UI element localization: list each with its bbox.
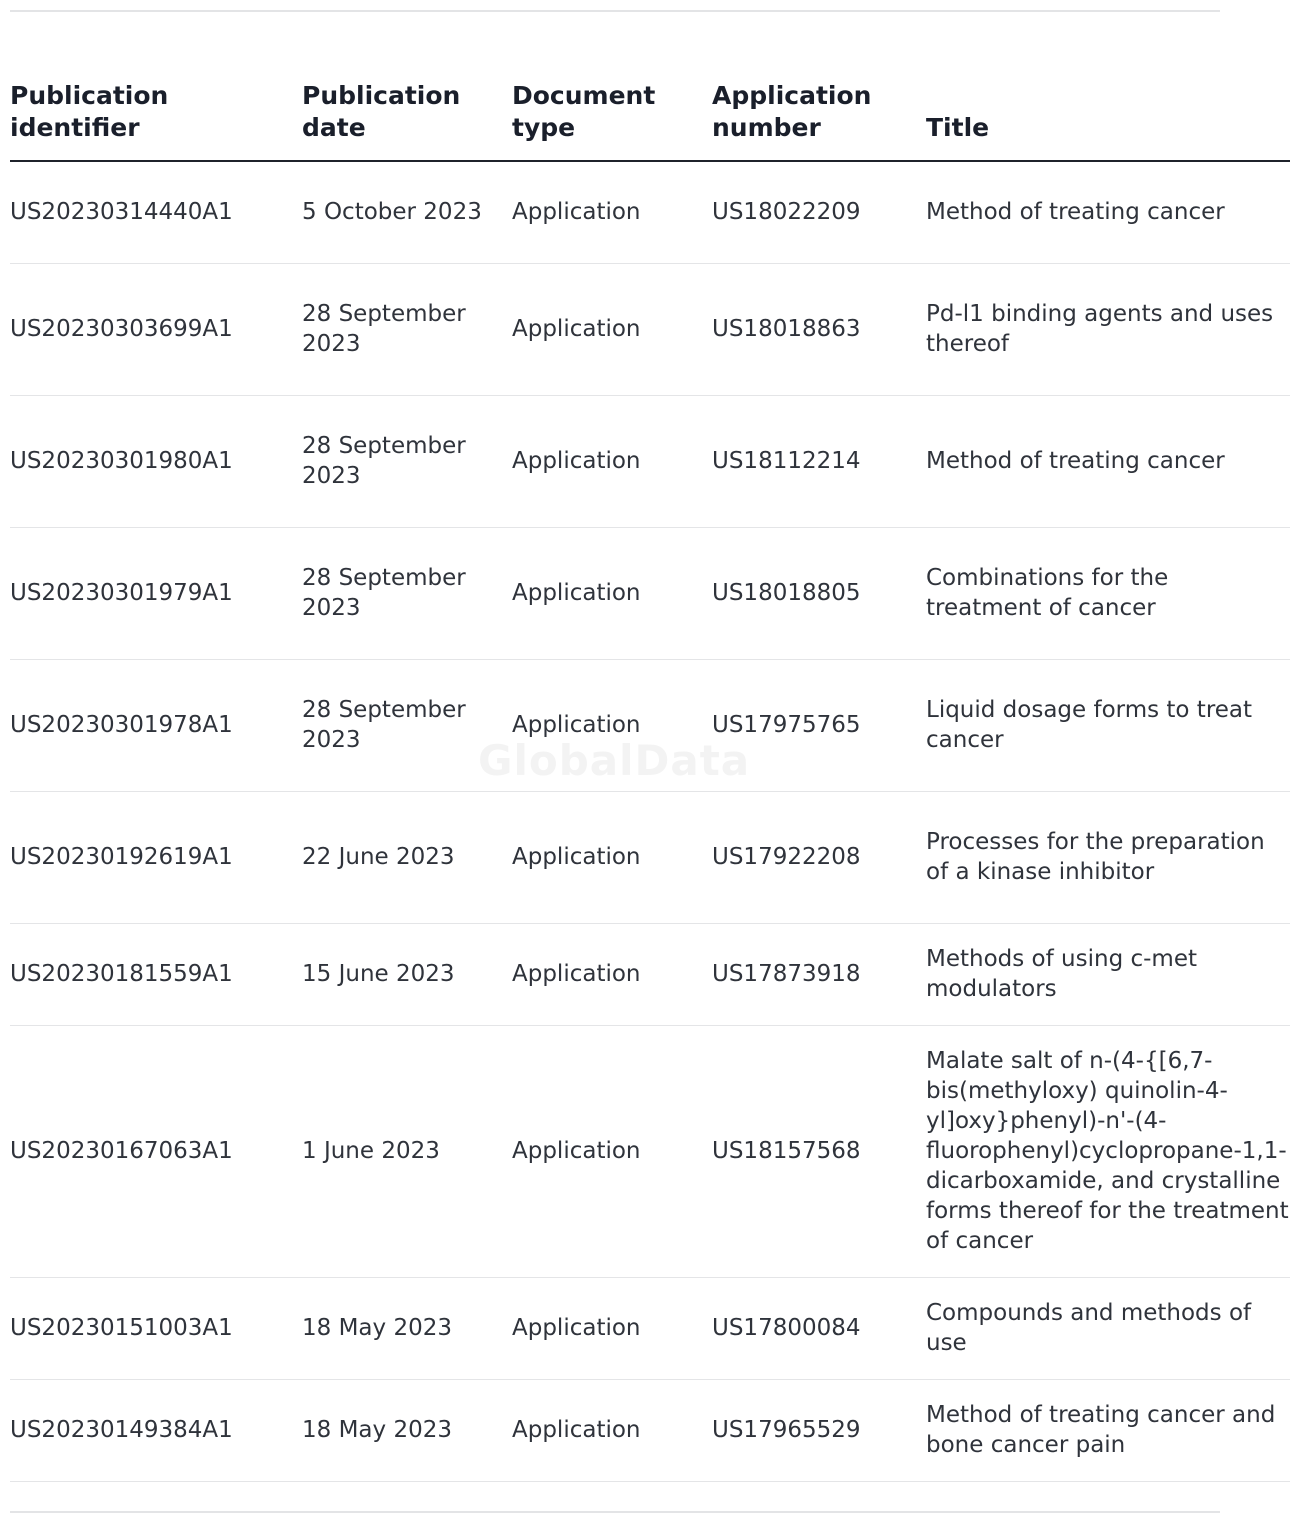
cell-title: Methods of using c-met modulators: [926, 923, 1290, 1025]
cell-publication-identifier: US20230303699A1: [10, 263, 302, 395]
cell-publication-identifier: US20230301979A1: [10, 527, 302, 659]
patents-table-container: [10, 60, 1289, 1482]
cell-publication-date: 18 May 2023: [302, 1277, 512, 1379]
cell-application-number: US18018805: [712, 527, 926, 659]
cell-application-number: US17965529: [712, 1379, 926, 1481]
table-row: [10, 263, 1290, 395]
cell-publication-identifier: US20230301980A1: [10, 395, 302, 527]
table-row: [10, 161, 1290, 263]
cell-publication-identifier: US20230167063A1: [10, 1025, 302, 1277]
table-row: [10, 791, 1290, 923]
header-publication-date: Publication date: [302, 60, 512, 161]
cell-publication-date: 28 September 2023: [302, 395, 512, 527]
cell-document-type: Application: [512, 659, 712, 791]
header-document-type: Document type: [512, 60, 712, 161]
cell-publication-date: 28 September 2023: [302, 659, 512, 791]
globaldata-watermark: GlobalData: [478, 736, 751, 785]
cell-document-type: Application: [512, 1025, 712, 1277]
cell-application-number: US17873918: [712, 923, 926, 1025]
cell-publication-date: 1 June 2023: [302, 1025, 512, 1277]
cell-title: Method of treating cancer: [926, 395, 1290, 527]
cell-publication-identifier: US20230149384A1: [10, 1379, 302, 1481]
header-title: Title: [926, 60, 1290, 161]
cell-publication-date: 15 June 2023: [302, 923, 512, 1025]
top-divider: [10, 10, 1220, 12]
table-row: [10, 1277, 1290, 1379]
table-row: [10, 395, 1290, 527]
cell-publication-date: 18 May 2023: [302, 1379, 512, 1481]
cell-publication-identifier: US20230314440A1: [10, 161, 302, 263]
cell-document-type: Application: [512, 791, 712, 923]
cell-publication-identifier: US20230192619A1: [10, 791, 302, 923]
cell-document-type: Application: [512, 263, 712, 395]
cell-publication-date: 22 June 2023: [302, 791, 512, 923]
cell-document-type: Application: [512, 161, 712, 263]
cell-publication-date: 5 October 2023: [302, 161, 512, 263]
header-publication-identifier: Publication identifier: [10, 60, 302, 161]
cell-title: Liquid dosage forms to treat cancer: [926, 659, 1290, 791]
cell-title: Method of treating cancer: [926, 161, 1290, 263]
cell-title: Processes for the preparation of a kinase inhibitor: [926, 791, 1290, 923]
cell-application-number: US17800084: [712, 1277, 926, 1379]
cell-document-type: Application: [512, 395, 712, 527]
cell-application-number: US17975765: [712, 659, 926, 791]
cell-document-type: Application: [512, 527, 712, 659]
table-row: [10, 527, 1290, 659]
cell-document-type: Application: [512, 1379, 712, 1481]
cell-publication-date: 28 September 2023: [302, 263, 512, 395]
cell-title: Malate salt of n-(4-{[6,7-bis(methyloxy) quinolin-4-yl]oxy}phenyl)-n'-(4-fluorophenyl)cyclopropane-1,1-dicarboxamide, and crystalline forms thereof for the treatment of cancer: [926, 1025, 1290, 1277]
cell-title: Combinations for the treatment of cancer: [926, 527, 1290, 659]
cell-application-number: US18157568: [712, 1025, 926, 1277]
cell-publication-identifier: US20230151003A1: [10, 1277, 302, 1379]
bottom-divider: [10, 1511, 1220, 1513]
cell-publication-identifier: US20230301978A1: [10, 659, 302, 791]
cell-application-number: US18018863: [712, 263, 926, 395]
cell-application-number: US18112214: [712, 395, 926, 527]
table-header-row: [10, 60, 1290, 161]
cell-application-number: US18022209: [712, 161, 926, 263]
cell-document-type: Application: [512, 1277, 712, 1379]
cell-publication-identifier: US20230181559A1: [10, 923, 302, 1025]
cell-title: Compounds and methods of use: [926, 1277, 1290, 1379]
patents-table: [10, 60, 1290, 1482]
cell-title: Pd-l1 binding agents and uses thereof: [926, 263, 1290, 395]
table-row: [10, 1025, 1290, 1277]
table-row: [10, 923, 1290, 1025]
cell-title: Method of treating cancer and bone cancer pain: [926, 1379, 1290, 1481]
header-application-number: Application number: [712, 60, 926, 161]
cell-document-type: Application: [512, 923, 712, 1025]
cell-application-number: US17922208: [712, 791, 926, 923]
table-row: [10, 659, 1290, 791]
table-row: [10, 1379, 1290, 1481]
cell-publication-date: 28 September 2023: [302, 527, 512, 659]
